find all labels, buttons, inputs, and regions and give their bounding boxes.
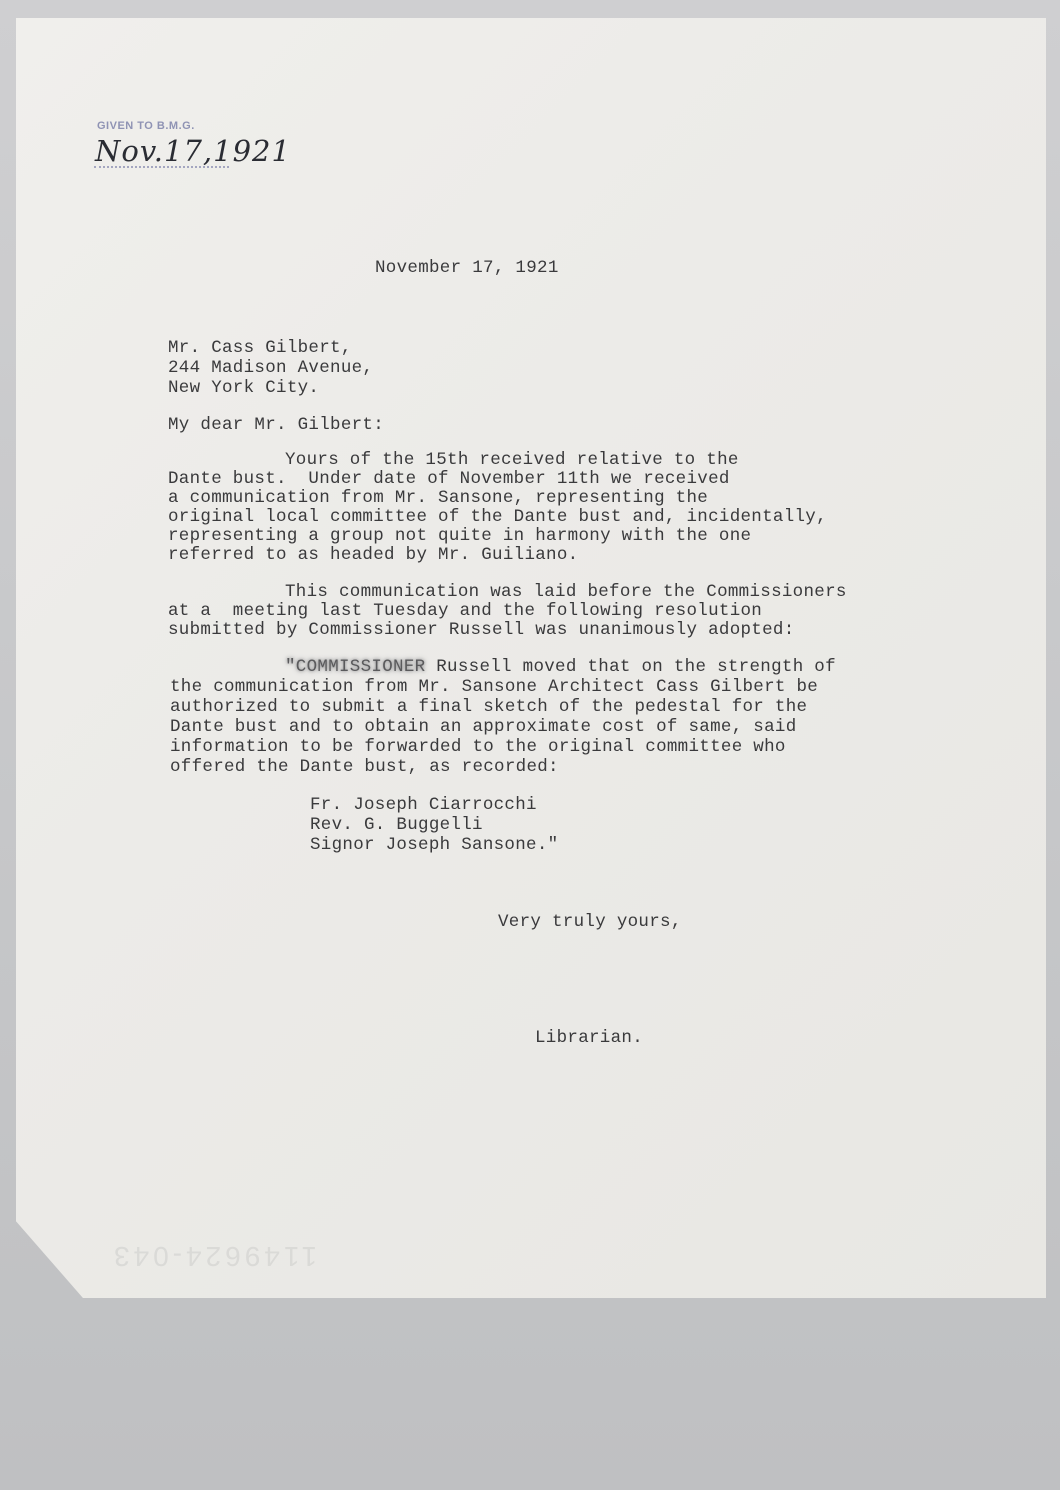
smudged-word: "COMMISSIONER — [285, 657, 426, 677]
salutation: My dear Mr. Gilbert: — [168, 415, 385, 435]
signature: Librarian. — [535, 1028, 644, 1048]
recipient-name: Mr. Cass Gilbert, — [168, 338, 352, 358]
stamp-dotted-line — [94, 166, 229, 168]
paragraph2-line: submitted by Commissioner Russell was unanimously adopted: — [168, 620, 795, 640]
committee-member: Rev. G. Buggelli — [310, 815, 483, 835]
closing: Very truly yours, — [498, 912, 682, 932]
bleed-through-text: 1149624-043 — [110, 1241, 317, 1272]
quote-first-line — [285, 657, 836, 677]
given-to-stamp: GIVEN TO B.M.G. — [97, 120, 195, 132]
committee-member: Signor Joseph Sansone." — [310, 835, 559, 855]
paragraph1-line: a communication from Mr. Sansone, representing the — [168, 488, 709, 508]
paragraph1-line: referred to as headed by Mr. Guiliano. — [168, 545, 579, 565]
recipient-city: New York City. — [168, 378, 320, 398]
quote-line: authorized to submit a final sketch of the pedestal for the — [170, 697, 808, 717]
quote-line: offered the Dante bust, as recorded: — [170, 757, 559, 777]
quote-first-line-text: Russell moved that on the strength of — [425, 657, 836, 677]
committee-member: Fr. Joseph Ciarrocchi — [310, 795, 537, 815]
paragraph1-line: original local committee of the Dante bust and, incidentally, — [168, 507, 827, 527]
paragraph2-line: at a meeting last Tuesday and the following resolution — [168, 601, 763, 621]
letter-date: November 17, 1921 — [375, 258, 559, 278]
paragraph1-line: Dante bust. Under date of November 11th we received — [168, 469, 730, 489]
handwritten-date: Nov.17,1921 — [95, 134, 291, 168]
quote-line: the communication from Mr. Sansone Architect Cass Gilbert be — [170, 677, 819, 697]
paragraph2-line: This communication was laid before the Commissioners — [285, 582, 847, 602]
quote-line: Dante bust and to obtain an approximate cost of same, said — [170, 717, 797, 737]
paragraph1-line: representing a group not quite in harmony with the one — [168, 526, 752, 546]
recipient-street: 244 Madison Avenue, — [168, 358, 374, 378]
quote-line: information to be forwarded to the original committee who — [170, 737, 786, 757]
paragraph1-line: Yours of the 15th received relative to the — [285, 450, 739, 470]
